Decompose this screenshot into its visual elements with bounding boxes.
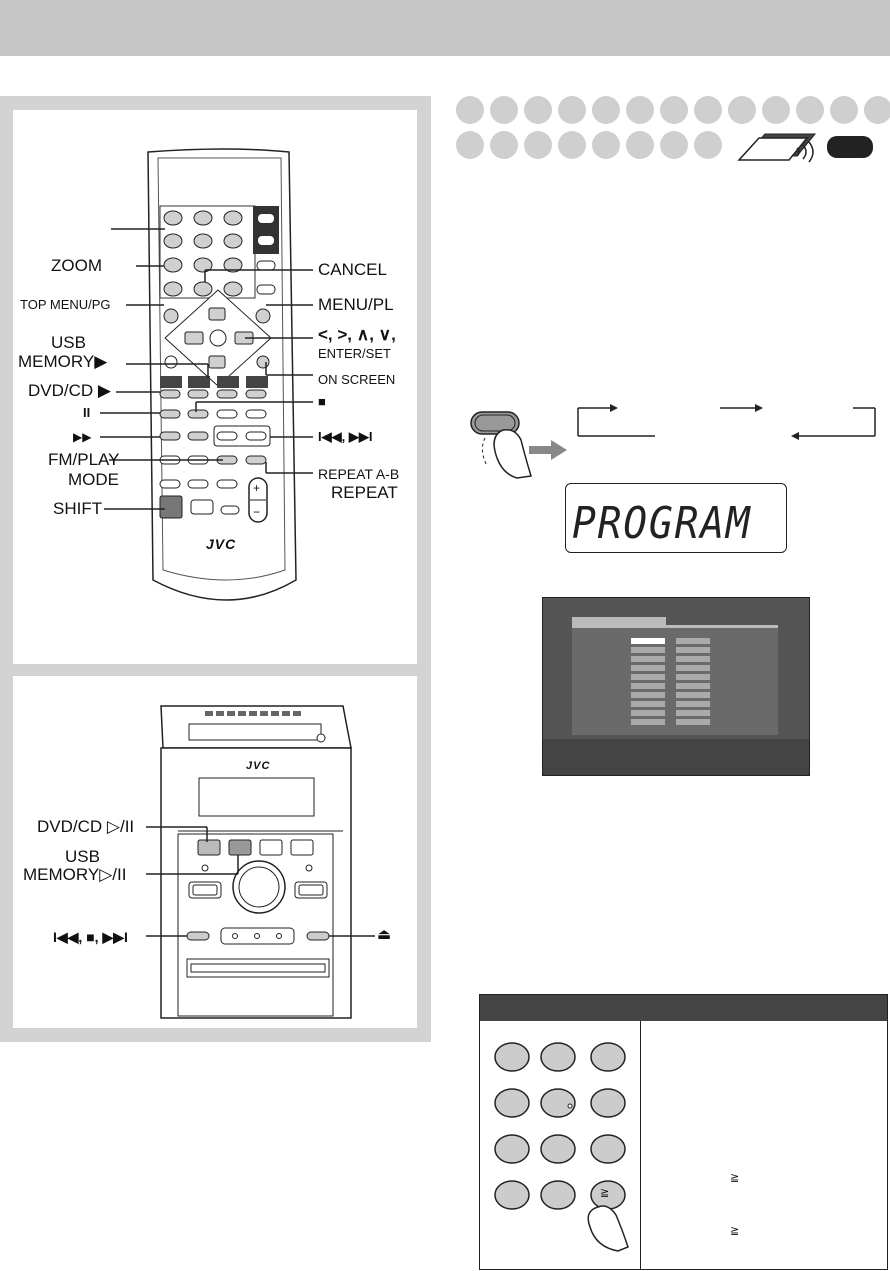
shift-label: SHIFT — [53, 499, 103, 518]
table-divider — [640, 1021, 641, 1269]
lcd-display — [565, 483, 787, 553]
remote-diagram — [13, 110, 417, 664]
program-list-slots — [543, 598, 809, 775]
program-screen — [542, 597, 810, 776]
table-row-glyph-1: ≧ — [730, 1172, 740, 1184]
remote-only-badge-icon — [735, 128, 885, 168]
program-mode-cycle-diagram — [455, 400, 885, 490]
numeric-entry-table — [479, 994, 888, 1270]
on-screen-label: ON SCREEN — [318, 372, 396, 387]
cancel-label: CANCEL — [318, 260, 387, 279]
numeric-keypad-illustration — [480, 1021, 640, 1269]
usb-memory-label-2: MEMORY▶ — [18, 352, 108, 371]
unit-usb-label: USB — [65, 847, 100, 866]
stop-label: ■ — [318, 394, 326, 409]
pause-label: II — [83, 405, 91, 420]
fm-play-label: FM/PLAY — [48, 450, 120, 469]
unit-dvd-cd-label: DVD/CD ▷/II — [37, 817, 135, 836]
table-row-glyph-2: ≧ — [730, 1225, 740, 1237]
main-unit-diagram — [13, 676, 417, 1028]
volume-plus: + — [253, 481, 261, 495]
cursor-keys-label: <, >, ∧, ∨, — [318, 325, 396, 344]
numpad-plus10-glyph: ≧ — [600, 1187, 610, 1199]
lcd-text: PROGRAM — [572, 498, 752, 549]
repeat-label: REPEAT — [331, 483, 398, 502]
menu-pl-label: MENU/PL — [318, 295, 394, 314]
zoom-label: ZOOM — [51, 256, 102, 275]
enter-set-label: ENTER/SET — [318, 346, 391, 361]
header-band — [0, 0, 890, 56]
top-menu-label: TOP MENU/PG — [20, 297, 111, 312]
unit-skip-stop-label: I◀◀, ■, ▶▶I — [53, 929, 128, 945]
usb-memory-label: USB — [51, 333, 86, 352]
unit-eject-label: ⏏ — [377, 926, 392, 943]
unit-usb-memory-label: MEMORY▷/II — [23, 865, 127, 884]
skip-label: I◀◀, ▶▶I — [318, 429, 373, 444]
repeat-ab-label: REPEAT A-B — [318, 466, 400, 482]
table-header — [480, 995, 887, 1021]
remote-brand-logo: JVC — [206, 536, 237, 552]
mode-label: MODE — [68, 470, 119, 489]
fast-forward-label: ▶▶ — [73, 430, 92, 444]
dvd-cd-label: DVD/CD ▶ — [28, 381, 111, 400]
unit-brand-logo: JVC — [246, 760, 271, 772]
volume-minus: − — [253, 505, 261, 519]
